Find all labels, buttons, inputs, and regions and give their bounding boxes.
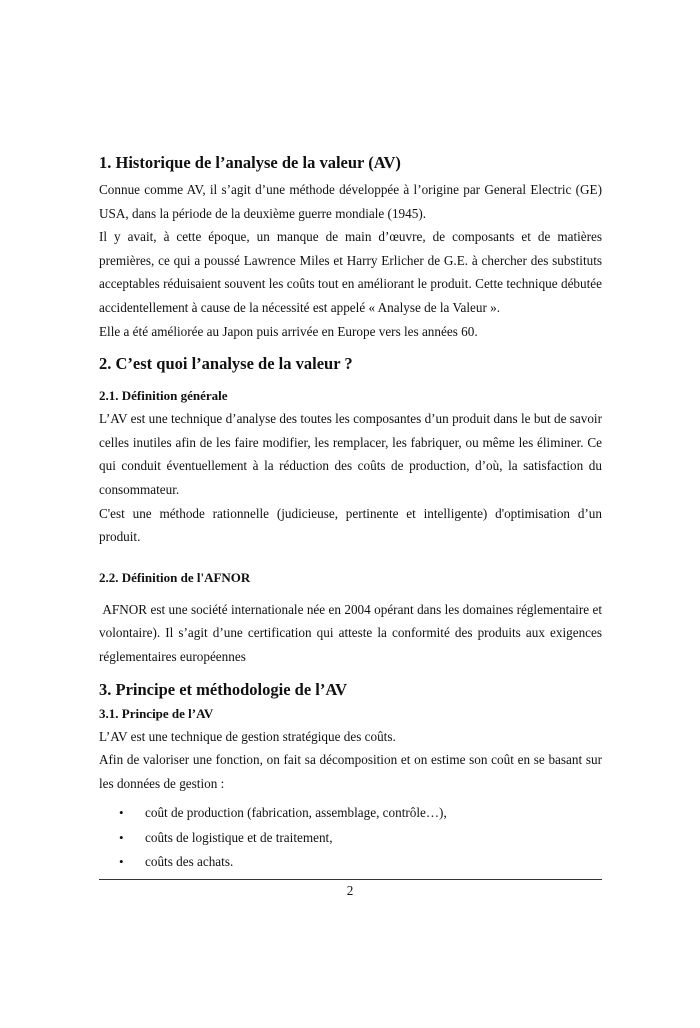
bullet-icon: • bbox=[119, 829, 124, 845]
cost-data-list bbox=[99, 801, 602, 875]
subsection-2-2-heading: 2.2. Définition de l'AFNOR bbox=[99, 569, 251, 585]
subsection-2-1-paragraph-1: L’AV est une technique d’analyse des toutes les composantes d’un produit dans le but de savoir celles inutiles afin de les faire modifier, les remplacer, les fabriquer, ou même les éliminer. Ce qui conduit éventuellement à la réduction des coûts de production, d’où, la satisfaction du consommateur. bbox=[99, 411, 602, 497]
section-2-heading: 2. C’est quoi l’analyse de la valeur ? bbox=[99, 354, 353, 374]
section-1-paragraph-1: Connue comme AV, il s’agit d’une méthode développée à l’origine par General Electric (GE) USA, dans la période de la deuxième guerre mondiale (1945). bbox=[99, 182, 602, 221]
page-number: 2 bbox=[346, 883, 354, 898]
section-3-heading: 3. Principe et méthodologie de l’AV bbox=[99, 679, 348, 699]
list-item-text: coûts des achats. bbox=[145, 854, 234, 870]
subsection-2-1-paragraph-2: C'est une méthode rationnelle (judicieuse, pertinente et intelligente) d'optimisation d’un produit. bbox=[99, 505, 602, 545]
bullet-icon: • bbox=[119, 805, 124, 821]
list-item bbox=[119, 850, 602, 875]
list-item bbox=[119, 826, 602, 851]
section-1-heading: 1. Historique de l’analyse de la valeur (AV) bbox=[99, 153, 401, 172]
subsection-3-1-paragraph-2: Afin de valoriser une fonction, on fait sa décomposition et on estime son coût en se basant sur les données de gestion : bbox=[99, 752, 602, 791]
list-item-text: coût de production (fabrication, assemblage, contrôle…), bbox=[145, 805, 447, 821]
section-1-paragraph-3: Elle a été améliorée au Japon puis arrivée en Europe vers les années 60. bbox=[99, 323, 478, 339]
subsection-3-1-heading: 3.1. Principe de l’AV bbox=[99, 705, 214, 721]
list-item bbox=[119, 801, 602, 826]
section-1-paragraph-2: Il y avait, à cette époque, un manque de main d’œuvre, de composants et de matières premières, ce qui a poussé Lawrence Miles et Harry Erlicher de G.E. à chercher des substituts acceptables réduisaient souvent les coûts tout en améliorant le produit. Cette technique débutée accidentellement à cause de la nécessité est appelé « Analyse de la Valeur ». bbox=[99, 229, 602, 315]
page-content bbox=[99, 152, 606, 875]
subsection-2-2-paragraph-1: AFNOR est une société internationale née en 2004 opérant dans les domaines réglementaire et volontaire). Il s’agit d’une certification qui atteste la conformité des produits aux exigences réglementaires européennes bbox=[99, 601, 606, 664]
subsection-3-1-paragraph-1: L’AV est une technique de gestion stratégique des coûts. bbox=[99, 728, 396, 744]
footer-divider bbox=[99, 879, 602, 880]
bullet-icon: • bbox=[119, 854, 124, 870]
subsection-2-1-heading: 2.1. Définition générale bbox=[99, 388, 228, 404]
list-item-text: coûts de logistique et de traitement, bbox=[145, 829, 333, 845]
